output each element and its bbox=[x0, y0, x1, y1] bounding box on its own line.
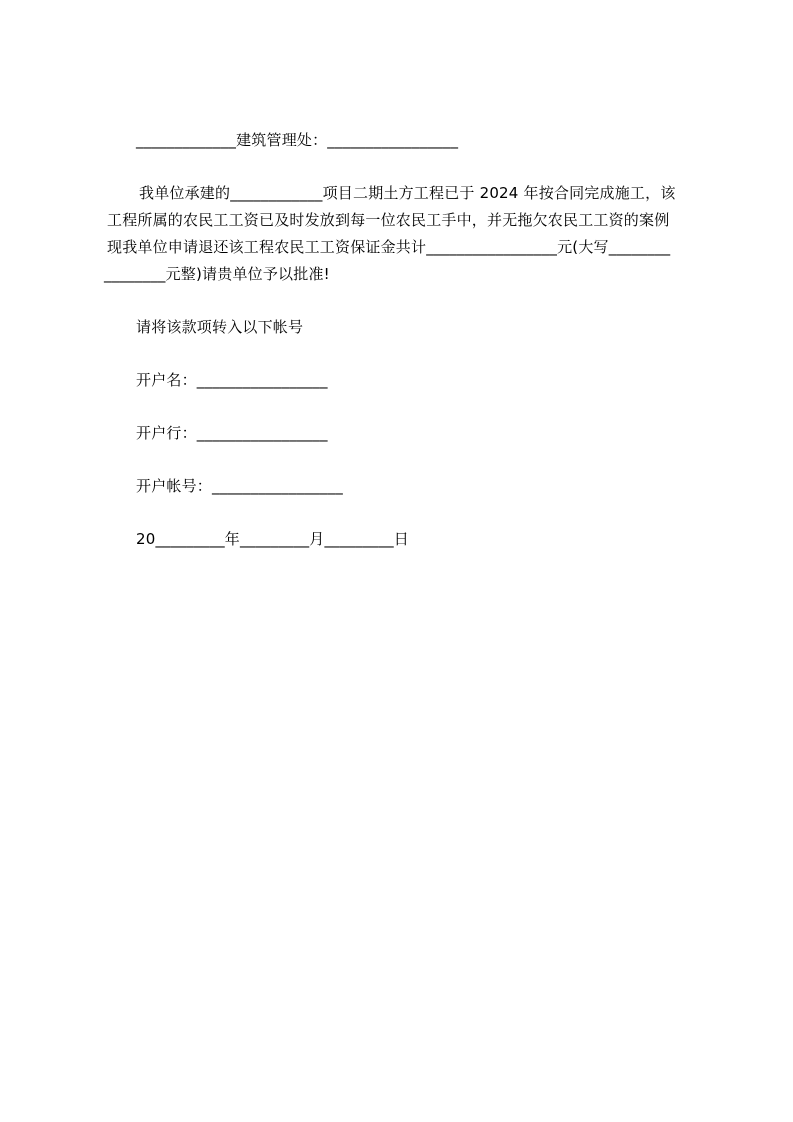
transfer-request-line: 请将该款项转入以下帐号 bbox=[136, 318, 304, 336]
body-line-2: 工程所属的农民工工资已及时发放到每一位农民工手中，并无拖欠农民工工资的案例 bbox=[107, 211, 670, 229]
account-name-line: 开户名：_________________ bbox=[136, 371, 328, 389]
bank-line: 开户行：_________________ bbox=[136, 424, 328, 442]
date-line: 20_________年_________月_________日 bbox=[136, 530, 409, 548]
account-number-line: 开户帐号：_________________ bbox=[136, 477, 343, 495]
body-line-4: ________元整)请贵单位予以批准! bbox=[104, 265, 330, 283]
body-line-3: 现我单位申请退还该工程农民工工资保证金共计_________________元(大写________ bbox=[107, 238, 671, 256]
addressee-line: _____________建筑管理处：_________________ bbox=[136, 131, 459, 149]
body-line-1: 我单位承建的____________项目二期土方工程已于 2024 年按合同完成施工，该 bbox=[139, 184, 676, 202]
